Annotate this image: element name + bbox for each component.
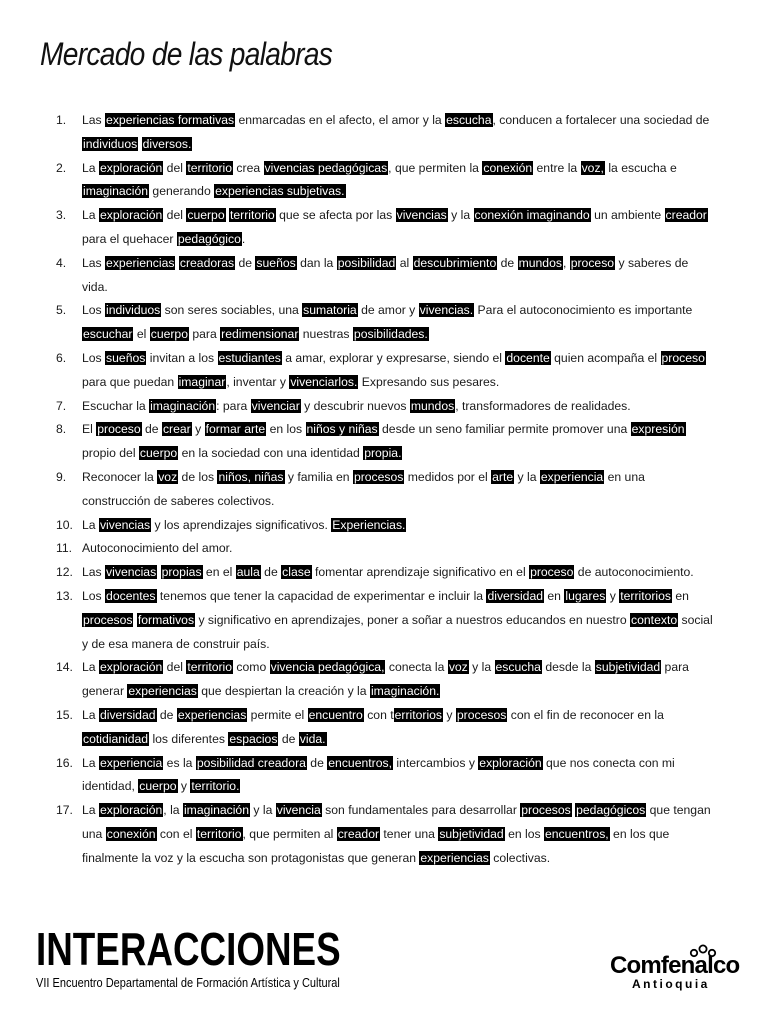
item-text: . (241, 231, 246, 246)
highlighted-word: encuentros, (544, 826, 609, 841)
item-text: , conducen a fortalecer una sociedad de (492, 113, 710, 127)
item-text: Las (82, 565, 106, 580)
highlighted-word: erritorios (394, 707, 443, 722)
item-text: Las (82, 255, 106, 270)
item-text: y la (468, 660, 495, 675)
item-text: como (233, 660, 270, 675)
item-text: para el quehacer (82, 231, 177, 246)
highlighted-word: exploración (99, 660, 163, 675)
highlighted-word: territorio. (191, 779, 240, 794)
list-item (56, 204, 716, 252)
highlighted-word: sueños (256, 255, 296, 270)
item-text: de (306, 755, 328, 770)
item-text: del (163, 208, 187, 223)
highlighted-word: sueños (106, 350, 146, 365)
highlighted-word: proceso (661, 350, 705, 365)
item-text: Las (82, 113, 106, 127)
highlighted-word: posibilidad (337, 255, 396, 270)
highlighted-word: imaginación (150, 398, 216, 413)
event-title: INTERACCIONES (36, 923, 341, 975)
highlighted-word: vivencias (106, 565, 157, 580)
item-text: y los aprendizajes significativos. (151, 517, 332, 532)
item-text: dan la (296, 255, 337, 270)
highlighted-word: estudiantes (218, 350, 281, 365)
item-text: que tengan una (82, 803, 711, 841)
item-text: desde un seno familiar permite promover una (378, 422, 631, 437)
highlighted-word: diversos. (142, 136, 192, 151)
event-branding (36, 924, 417, 990)
item-text: y familia en (284, 469, 353, 484)
highlighted-word: procesos (353, 469, 404, 484)
highlighted-word: clase (282, 565, 311, 580)
highlighted-word: descubrimiento (413, 255, 497, 270)
list-item (56, 109, 716, 157)
item-text: La (82, 660, 99, 675)
highlighted-word: escucha (495, 660, 541, 675)
item-number: 17. (56, 803, 73, 818)
item-text: tenemos que tener la capacidad de experimentar e incluir la (156, 588, 487, 603)
list-item (56, 537, 716, 561)
item-text: colectivas. (489, 850, 551, 865)
item-text: de (156, 707, 177, 722)
item-text: , inventar y (226, 374, 290, 389)
item-text: de (278, 731, 299, 746)
item-number: 12. (56, 565, 73, 580)
highlighted-word: mundos (410, 398, 455, 413)
item-text: para que puedan (82, 374, 178, 389)
highlighted-word: propias (161, 565, 202, 580)
list-item (56, 157, 716, 205)
highlighted-word: vida. (299, 731, 326, 746)
item-text: Expresando sus pesares. (358, 374, 500, 389)
highlighted-word: pedagógicos (576, 803, 646, 818)
highlighted-word: vivencias (396, 208, 447, 223)
item-text: de (141, 422, 162, 437)
list-item (56, 704, 716, 752)
highlighted-word: Experiencias. (332, 517, 406, 532)
highlighted-word: experiencias subjetivas. (215, 184, 345, 199)
highlighted-word: voz, (581, 160, 604, 175)
item-number: 16. (56, 755, 73, 770)
item-text: el (133, 327, 150, 342)
item-text: invitan a los (146, 350, 218, 365)
item-text: de los (178, 469, 218, 484)
highlighted-word: sumatoria (303, 303, 357, 318)
highlighted-word: experiencias (177, 707, 247, 722)
highlighted-word: encuentros, (328, 755, 392, 770)
highlighted-word: cuerpo (150, 327, 188, 342)
word-market-list (56, 109, 716, 871)
item-number: 14. (56, 660, 73, 675)
highlighted-word: exploración (99, 208, 163, 223)
list-item (56, 752, 716, 800)
highlighted-word: experiencias (128, 684, 197, 699)
item-text: en los (504, 826, 544, 841)
item-text: La (82, 707, 99, 722)
item-text: quien acompaña el (550, 350, 661, 365)
item-text: tener una (380, 826, 439, 841)
item-text: propio del (82, 446, 139, 461)
highlighted-word: cuerpo (187, 208, 225, 223)
item-text: , transformadores de realidades. (455, 398, 631, 413)
highlighted-word: territorio (187, 660, 233, 675)
highlighted-word: experiencia (99, 755, 163, 770)
item-number: 3. (56, 208, 67, 223)
item-text: Para el autoconocimiento es importante (474, 303, 693, 318)
highlighted-word: exploración (479, 755, 542, 770)
highlighted-word: lugares (565, 588, 606, 603)
item-text: generando (149, 184, 215, 199)
highlighted-word: cotidianidad (83, 731, 149, 746)
item-number: 8. (56, 422, 67, 437)
item-text: Los (82, 303, 106, 318)
item-text: y significativo en aprendizajes, poner a soñar a nuestros educandos en nuestro (195, 612, 631, 627)
highlighted-word: voz (448, 660, 468, 675)
item-number: 11. (56, 541, 73, 556)
item-text: en una construcción de saberes colectivos. (82, 469, 645, 508)
item-text: los diferentes (149, 731, 229, 746)
item-text: de amor y (357, 303, 419, 318)
item-text: la escucha e (604, 160, 677, 175)
item-text: social y de esa manera de construir país. (82, 612, 713, 651)
highlighted-word: creador (337, 826, 380, 841)
list-item (56, 799, 716, 870)
item-text: para (188, 327, 221, 342)
item-text: de (260, 565, 282, 580)
highlighted-word: procesos (521, 803, 571, 818)
item-text: La (82, 803, 99, 818)
logo-region: Antioquia (632, 977, 710, 991)
item-number: 6. (56, 350, 67, 365)
highlighted-word: creador (665, 208, 707, 223)
item-text: y saberes de vida. (82, 255, 689, 294)
highlighted-word: formativos (137, 612, 195, 627)
item-text: en la sociedad con una identidad (178, 446, 364, 461)
highlighted-word: subjetividad (439, 826, 504, 841)
item-text: entre la (533, 160, 581, 175)
highlighted-word: crear (162, 422, 191, 437)
highlighted-word: voz (158, 469, 178, 484)
item-text: y la (514, 469, 540, 484)
highlighted-word: territorio (196, 826, 242, 841)
highlighted-word: aula (236, 565, 260, 580)
item-text: La (82, 755, 99, 770)
highlighted-word: territorio (230, 208, 275, 223)
item-text: La (82, 160, 99, 175)
highlighted-word: imaginación (183, 803, 249, 818)
item-number: 4. (56, 255, 67, 270)
item-text: en los que finalmente la voz y la escucha son protagonistas que generan (82, 826, 670, 865)
highlighted-word: vivencia (276, 803, 321, 818)
highlighted-word: experiencias formativas (106, 113, 235, 127)
item-text: en (544, 588, 565, 603)
highlighted-word: pedagógico (177, 231, 241, 246)
highlighted-word: conexión (483, 160, 533, 175)
highlighted-word: vivenciarlos. (290, 374, 358, 389)
highlighted-word: niños, niñas (218, 469, 284, 484)
highlighted-word: subjetividad (595, 660, 661, 675)
item-text: en el (202, 565, 236, 580)
highlighted-word: individuos (106, 303, 161, 318)
highlighted-word: proceso (97, 422, 141, 437)
item-text: Los (82, 350, 106, 365)
page-title: Mercado de las palabras (40, 36, 333, 72)
item-text: del (163, 660, 187, 675)
item-text: crea (233, 160, 264, 175)
list-item (56, 466, 716, 514)
list-item (56, 585, 716, 656)
highlighted-word: vivencias pedagógicas (264, 160, 388, 175)
item-text: , que permiten al (242, 826, 337, 841)
highlighted-word: exploración (99, 160, 163, 175)
item-text: con t (363, 707, 394, 722)
logo-name: Comfenalco (610, 952, 740, 979)
item-text: fomentar aprendizaje significativo en el (311, 565, 530, 580)
highlighted-word: vivencia pedagógica, (270, 660, 385, 675)
item-text: y descubrir nuevos (300, 398, 410, 413)
highlighted-word: contexto (631, 612, 678, 627)
highlighted-word: escuchar (83, 327, 133, 342)
highlighted-word: docente (506, 350, 550, 365)
item-text: intercambios y (392, 755, 479, 770)
item-number: 15. (56, 707, 73, 722)
item-text: que nos conecta con mi identidad, (82, 755, 675, 794)
list-item (56, 299, 716, 347)
highlighted-word: posibilidades. (353, 327, 428, 342)
highlighted-word: territorio (187, 160, 233, 175)
item-text: medidos por el (404, 469, 492, 484)
highlighted-word: vivencias (99, 517, 151, 532)
item-text: de (235, 255, 256, 270)
item-text: y (191, 422, 205, 437)
item-text: de autoconocimiento. (574, 565, 694, 580)
list-item (56, 395, 716, 419)
highlighted-word: vivencias. (419, 303, 474, 318)
item-text: con el fin de reconocer en la (507, 707, 664, 722)
item-text: Autoconocimiento del amor. (82, 541, 233, 556)
item-text: , que permiten la (388, 160, 483, 175)
item-number: 5. (56, 303, 67, 318)
item-text: permite el (247, 707, 308, 722)
list-item (56, 252, 716, 300)
highlighted-word: expresión (631, 422, 685, 437)
item-text: El (82, 422, 97, 437)
item-text: en (672, 588, 689, 603)
item-text: Los (82, 588, 106, 603)
highlighted-word: experiencias (420, 850, 489, 865)
item-number: 7. (56, 398, 67, 413)
highlighted-word: proceso (530, 565, 574, 580)
highlighted-word: territorios (620, 588, 672, 603)
highlighted-word: diversidad (99, 707, 156, 722)
list-item (56, 656, 716, 704)
highlighted-word: procesos (83, 612, 133, 627)
item-text: son seres sociables, una (161, 303, 303, 318)
highlighted-word: docentes (106, 588, 156, 603)
highlighted-word: cuerpo (139, 779, 177, 794)
highlighted-word: individuos (83, 136, 138, 151)
item-text: un ambiente (590, 208, 665, 223)
highlighted-word: experiencias (106, 255, 175, 270)
highlighted-word: vivenciar (251, 398, 300, 413)
item-text: es la (163, 755, 196, 770)
item-text: Reconocer la (82, 469, 158, 484)
item-text: desde la (541, 660, 595, 675)
highlighted-word: creadoras (179, 255, 235, 270)
item-text: nuestras (299, 327, 353, 342)
item-text: de (497, 255, 518, 270)
item-text: y (606, 588, 620, 603)
item-text: son fundamentales para desarrollar (321, 803, 521, 818)
list-item (56, 561, 716, 585)
item-number: 1. (56, 113, 67, 127)
item-text: La (82, 208, 99, 223)
highlighted-word: imaginación. (370, 684, 440, 699)
highlighted-word: exploración (99, 803, 163, 818)
highlighted-word: arte (492, 469, 514, 484)
highlighted-word: conexión (106, 826, 156, 841)
highlighted-word: posibilidad creadora (196, 755, 306, 770)
item-text: y (443, 707, 456, 722)
item-text: enmarcadas en el afecto, el amor y la (235, 113, 446, 127)
item-text: y la (447, 208, 474, 223)
list-item (56, 347, 716, 395)
highlighted-word: diversidad (487, 588, 544, 603)
item-text: : para (216, 398, 251, 413)
item-text: en los (266, 422, 306, 437)
highlighted-word: procesos (456, 707, 507, 722)
highlighted-word: espacios (229, 731, 278, 746)
highlighted-word: mundos (518, 255, 562, 270)
comfenalco-logo (610, 944, 744, 994)
item-text: al (396, 255, 413, 270)
item-number: 2. (56, 160, 67, 175)
highlighted-word: cuerpo (139, 446, 178, 461)
highlighted-word: experiencia (540, 469, 604, 484)
event-subtitle: VII Encuentro Departamental de Formación Artística y Cultural (36, 976, 340, 990)
item-number: 10. (56, 517, 73, 532)
list-item (56, 514, 716, 538)
item-text: , la (163, 803, 183, 818)
item-text: con el (156, 826, 196, 841)
item-text: y la (250, 803, 276, 818)
item-text: La (82, 517, 99, 532)
highlighted-word: imaginación (83, 184, 149, 199)
highlighted-word: niños y niñas (306, 422, 378, 437)
item-text: del (163, 160, 187, 175)
highlighted-word: proceso (570, 255, 615, 270)
item-text: , (562, 255, 570, 270)
item-text: que se afecta por las (275, 208, 396, 223)
highlighted-word: imaginar (178, 374, 226, 389)
list-item (56, 418, 716, 466)
item-number: 13. (56, 588, 73, 603)
highlighted-word: propia. (364, 446, 402, 461)
highlighted-word: formar arte (205, 422, 266, 437)
highlighted-word: redimensionar (221, 327, 299, 342)
item-text: que despiertan la creación y la (197, 684, 370, 699)
highlighted-word: conexión imaginando (474, 208, 590, 223)
item-text: a amar, explorar y expresarse, siendo el (281, 350, 506, 365)
highlighted-word: escucha (446, 113, 492, 127)
item-text: conecta la (385, 660, 448, 675)
item-text: Escuchar la (82, 398, 150, 413)
item-number: 9. (56, 469, 67, 484)
item-text: para generar (82, 660, 689, 699)
highlighted-word: encuentro (308, 707, 363, 722)
item-text: y (177, 779, 191, 794)
